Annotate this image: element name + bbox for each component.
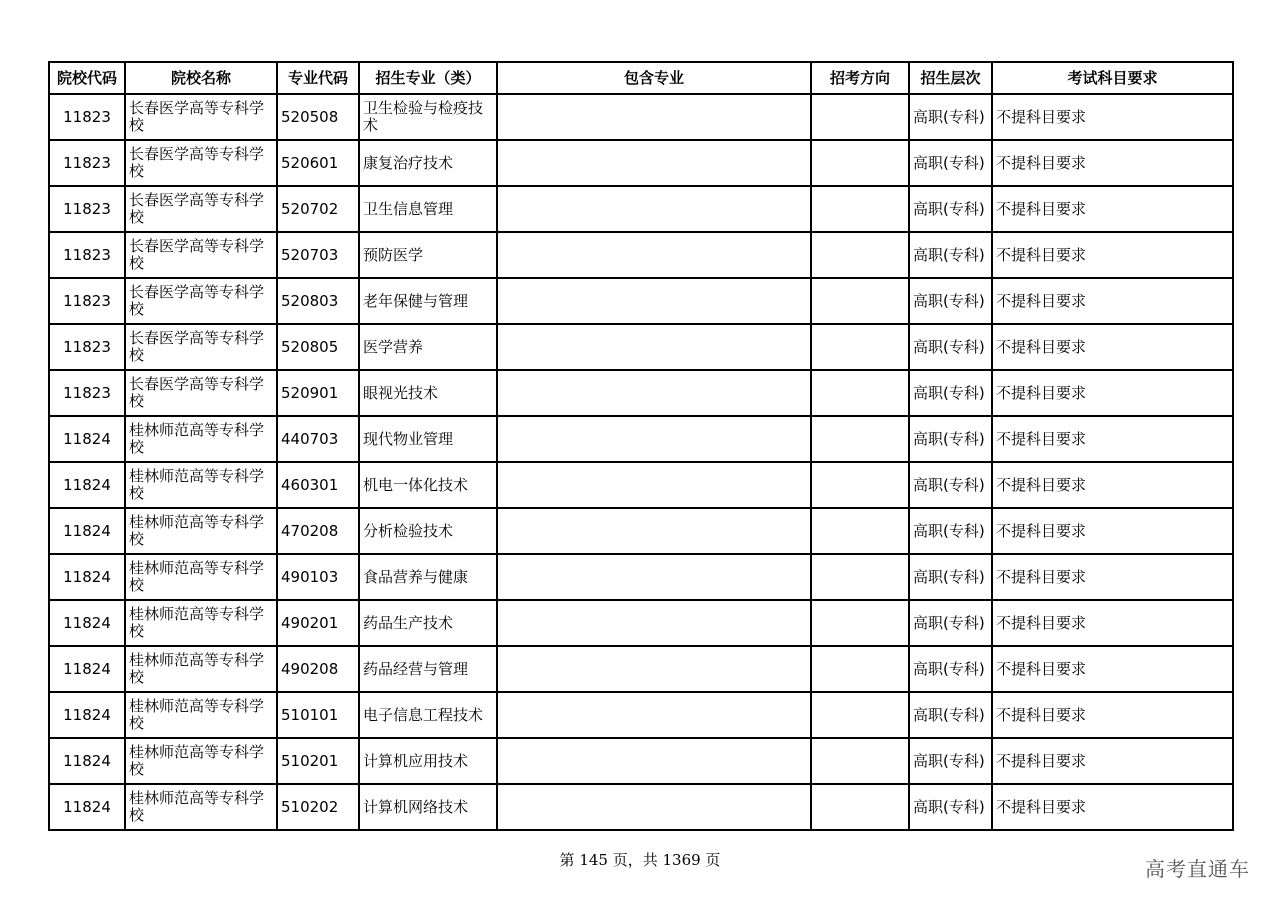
cell-level: 高职(专科) xyxy=(909,140,992,186)
table-row xyxy=(49,94,1233,140)
cell-major-code: 520901 xyxy=(277,370,359,416)
header-subject-requirement: 考试科目要求 xyxy=(992,62,1233,94)
cell-major-code: 520702 xyxy=(277,186,359,232)
cell-major-code: 520508 xyxy=(277,94,359,140)
cell-school-code: 11823 xyxy=(49,186,125,232)
cell-subject-requirement: 不提科目要求 xyxy=(992,646,1233,692)
cell-subject-requirement: 不提科目要求 xyxy=(992,324,1233,370)
cell-school-name: 长春医学高等专科学校 xyxy=(125,186,277,232)
cell-school-code: 11824 xyxy=(49,600,125,646)
cell-direction xyxy=(811,140,909,186)
cell-direction xyxy=(811,646,909,692)
watermark: 高考直通车 xyxy=(1145,857,1250,881)
cell-school-name: 长春医学高等专科学校 xyxy=(125,94,277,140)
header-row xyxy=(49,62,1233,94)
cell-major: 计算机网络技术 xyxy=(359,784,497,830)
cell-major-code: 510201 xyxy=(277,738,359,784)
cell-subject-requirement: 不提科目要求 xyxy=(992,140,1233,186)
cell-level: 高职(专科) xyxy=(909,370,992,416)
cell-school-name: 桂林师范高等专科学校 xyxy=(125,646,277,692)
cell-school-code: 11823 xyxy=(49,370,125,416)
cell-major-code: 440703 xyxy=(277,416,359,462)
cell-subject-requirement: 不提科目要求 xyxy=(992,232,1233,278)
cell-level: 高职(专科) xyxy=(909,94,992,140)
cell-direction xyxy=(811,232,909,278)
cell-major: 眼视光技术 xyxy=(359,370,497,416)
cell-major-code: 520601 xyxy=(277,140,359,186)
cell-school-code: 11823 xyxy=(49,324,125,370)
header-major-code: 专业代码 xyxy=(277,62,359,94)
cell-major-code: 510101 xyxy=(277,692,359,738)
admissions-table xyxy=(48,61,1234,831)
cell-school-name: 长春医学高等专科学校 xyxy=(125,232,277,278)
cell-major: 医学营养 xyxy=(359,324,497,370)
cell-major: 计算机应用技术 xyxy=(359,738,497,784)
cell-school-code: 11824 xyxy=(49,462,125,508)
cell-direction xyxy=(811,324,909,370)
cell-included-majors xyxy=(497,94,811,140)
cell-included-majors xyxy=(497,324,811,370)
header-level: 招生层次 xyxy=(909,62,992,94)
cell-major-code: 490201 xyxy=(277,600,359,646)
cell-school-code: 11823 xyxy=(49,278,125,324)
cell-direction xyxy=(811,186,909,232)
cell-subject-requirement: 不提科目要求 xyxy=(992,508,1233,554)
cell-school-code: 11823 xyxy=(49,140,125,186)
cell-direction xyxy=(811,94,909,140)
cell-major-code: 520805 xyxy=(277,324,359,370)
cell-major: 预防医学 xyxy=(359,232,497,278)
cell-subject-requirement: 不提科目要求 xyxy=(992,554,1233,600)
cell-level: 高职(专科) xyxy=(909,646,992,692)
cell-included-majors xyxy=(497,462,811,508)
cell-school-code: 11824 xyxy=(49,554,125,600)
cell-school-code: 11823 xyxy=(49,94,125,140)
table-row xyxy=(49,370,1233,416)
cell-major: 老年保健与管理 xyxy=(359,278,497,324)
cell-level: 高职(专科) xyxy=(909,278,992,324)
cell-major-code: 520703 xyxy=(277,232,359,278)
cell-major: 现代物业管理 xyxy=(359,416,497,462)
cell-subject-requirement: 不提科目要求 xyxy=(992,784,1233,830)
table-row xyxy=(49,324,1233,370)
cell-school-code: 11824 xyxy=(49,738,125,784)
header-major: 招生专业（类） xyxy=(359,62,497,94)
cell-subject-requirement: 不提科目要求 xyxy=(992,738,1233,784)
cell-school-name: 桂林师范高等专科学校 xyxy=(125,600,277,646)
cell-level: 高职(专科) xyxy=(909,462,992,508)
cell-level: 高职(专科) xyxy=(909,738,992,784)
table-row xyxy=(49,508,1233,554)
cell-subject-requirement: 不提科目要求 xyxy=(992,370,1233,416)
cell-school-name: 桂林师范高等专科学校 xyxy=(125,784,277,830)
cell-major-code: 470208 xyxy=(277,508,359,554)
cell-major: 康复治疗技术 xyxy=(359,140,497,186)
cell-major: 药品生产技术 xyxy=(359,600,497,646)
table-row xyxy=(49,692,1233,738)
cell-major-code: 490208 xyxy=(277,646,359,692)
table-row xyxy=(49,278,1233,324)
cell-school-name: 桂林师范高等专科学校 xyxy=(125,508,277,554)
cell-included-majors xyxy=(497,646,811,692)
table-row xyxy=(49,416,1233,462)
cell-school-code: 11824 xyxy=(49,784,125,830)
cell-direction xyxy=(811,370,909,416)
cell-direction xyxy=(811,738,909,784)
cell-direction xyxy=(811,692,909,738)
cell-major: 食品营养与健康 xyxy=(359,554,497,600)
table-row xyxy=(49,232,1233,278)
table-row xyxy=(49,738,1233,784)
cell-direction xyxy=(811,508,909,554)
cell-direction xyxy=(811,278,909,324)
table-body xyxy=(49,94,1233,830)
cell-subject-requirement: 不提科目要求 xyxy=(992,462,1233,508)
cell-direction xyxy=(811,462,909,508)
cell-subject-requirement: 不提科目要求 xyxy=(992,186,1233,232)
cell-school-name: 桂林师范高等专科学校 xyxy=(125,554,277,600)
cell-included-majors xyxy=(497,370,811,416)
cell-included-majors xyxy=(497,140,811,186)
cell-school-name: 长春医学高等专科学校 xyxy=(125,370,277,416)
cell-level: 高职(专科) xyxy=(909,324,992,370)
cell-school-code: 11823 xyxy=(49,232,125,278)
cell-included-majors xyxy=(497,600,811,646)
cell-major: 卫生信息管理 xyxy=(359,186,497,232)
cell-major: 分析检验技术 xyxy=(359,508,497,554)
table-row xyxy=(49,600,1233,646)
cell-included-majors xyxy=(497,278,811,324)
cell-direction xyxy=(811,554,909,600)
cell-school-name: 桂林师范高等专科学校 xyxy=(125,416,277,462)
cell-included-majors xyxy=(497,508,811,554)
header-school-code: 院校代码 xyxy=(49,62,125,94)
cell-included-majors xyxy=(497,186,811,232)
cell-subject-requirement: 不提科目要求 xyxy=(992,94,1233,140)
table-row xyxy=(49,554,1233,600)
cell-direction xyxy=(811,600,909,646)
cell-subject-requirement: 不提科目要求 xyxy=(992,600,1233,646)
cell-school-name: 长春医学高等专科学校 xyxy=(125,278,277,324)
header-school-name: 院校名称 xyxy=(125,62,277,94)
cell-school-code: 11824 xyxy=(49,646,125,692)
cell-school-name: 桂林师范高等专科学校 xyxy=(125,462,277,508)
cell-level: 高职(专科) xyxy=(909,600,992,646)
cell-included-majors xyxy=(497,232,811,278)
header-included-majors: 包含专业 xyxy=(497,62,811,94)
header-direction: 招考方向 xyxy=(811,62,909,94)
cell-subject-requirement: 不提科目要求 xyxy=(992,416,1233,462)
cell-major-code: 520803 xyxy=(277,278,359,324)
cell-included-majors xyxy=(497,784,811,830)
cell-school-name: 长春医学高等专科学校 xyxy=(125,324,277,370)
cell-major: 卫生检验与检疫技术 xyxy=(359,94,497,140)
table-row xyxy=(49,646,1233,692)
cell-level: 高职(专科) xyxy=(909,186,992,232)
cell-included-majors xyxy=(497,554,811,600)
cell-subject-requirement: 不提科目要求 xyxy=(992,692,1233,738)
table-row xyxy=(49,784,1233,830)
cell-direction xyxy=(811,784,909,830)
cell-major-code: 510202 xyxy=(277,784,359,830)
cell-school-name: 桂林师范高等专科学校 xyxy=(125,738,277,784)
cell-included-majors xyxy=(497,738,811,784)
cell-direction xyxy=(811,416,909,462)
cell-included-majors xyxy=(497,416,811,462)
cell-subject-requirement: 不提科目要求 xyxy=(992,278,1233,324)
page-number: 第 145 页，共 1369 页 xyxy=(559,851,721,869)
cell-major-code: 490103 xyxy=(277,554,359,600)
cell-major: 药品经营与管理 xyxy=(359,646,497,692)
cell-level: 高职(专科) xyxy=(909,232,992,278)
cell-level: 高职(专科) xyxy=(909,554,992,600)
cell-included-majors xyxy=(497,692,811,738)
cell-school-code: 11824 xyxy=(49,416,125,462)
cell-major-code: 460301 xyxy=(277,462,359,508)
cell-school-code: 11824 xyxy=(49,692,125,738)
cell-level: 高职(专科) xyxy=(909,784,992,830)
cell-major: 电子信息工程技术 xyxy=(359,692,497,738)
cell-school-code: 11824 xyxy=(49,508,125,554)
cell-school-name: 桂林师范高等专科学校 xyxy=(125,692,277,738)
table-row xyxy=(49,462,1233,508)
table-row xyxy=(49,140,1233,186)
cell-major: 机电一体化技术 xyxy=(359,462,497,508)
cell-level: 高职(专科) xyxy=(909,692,992,738)
cell-school-name: 长春医学高等专科学校 xyxy=(125,140,277,186)
table-row xyxy=(49,186,1233,232)
cell-level: 高职(专科) xyxy=(909,508,992,554)
cell-level: 高职(专科) xyxy=(909,416,992,462)
